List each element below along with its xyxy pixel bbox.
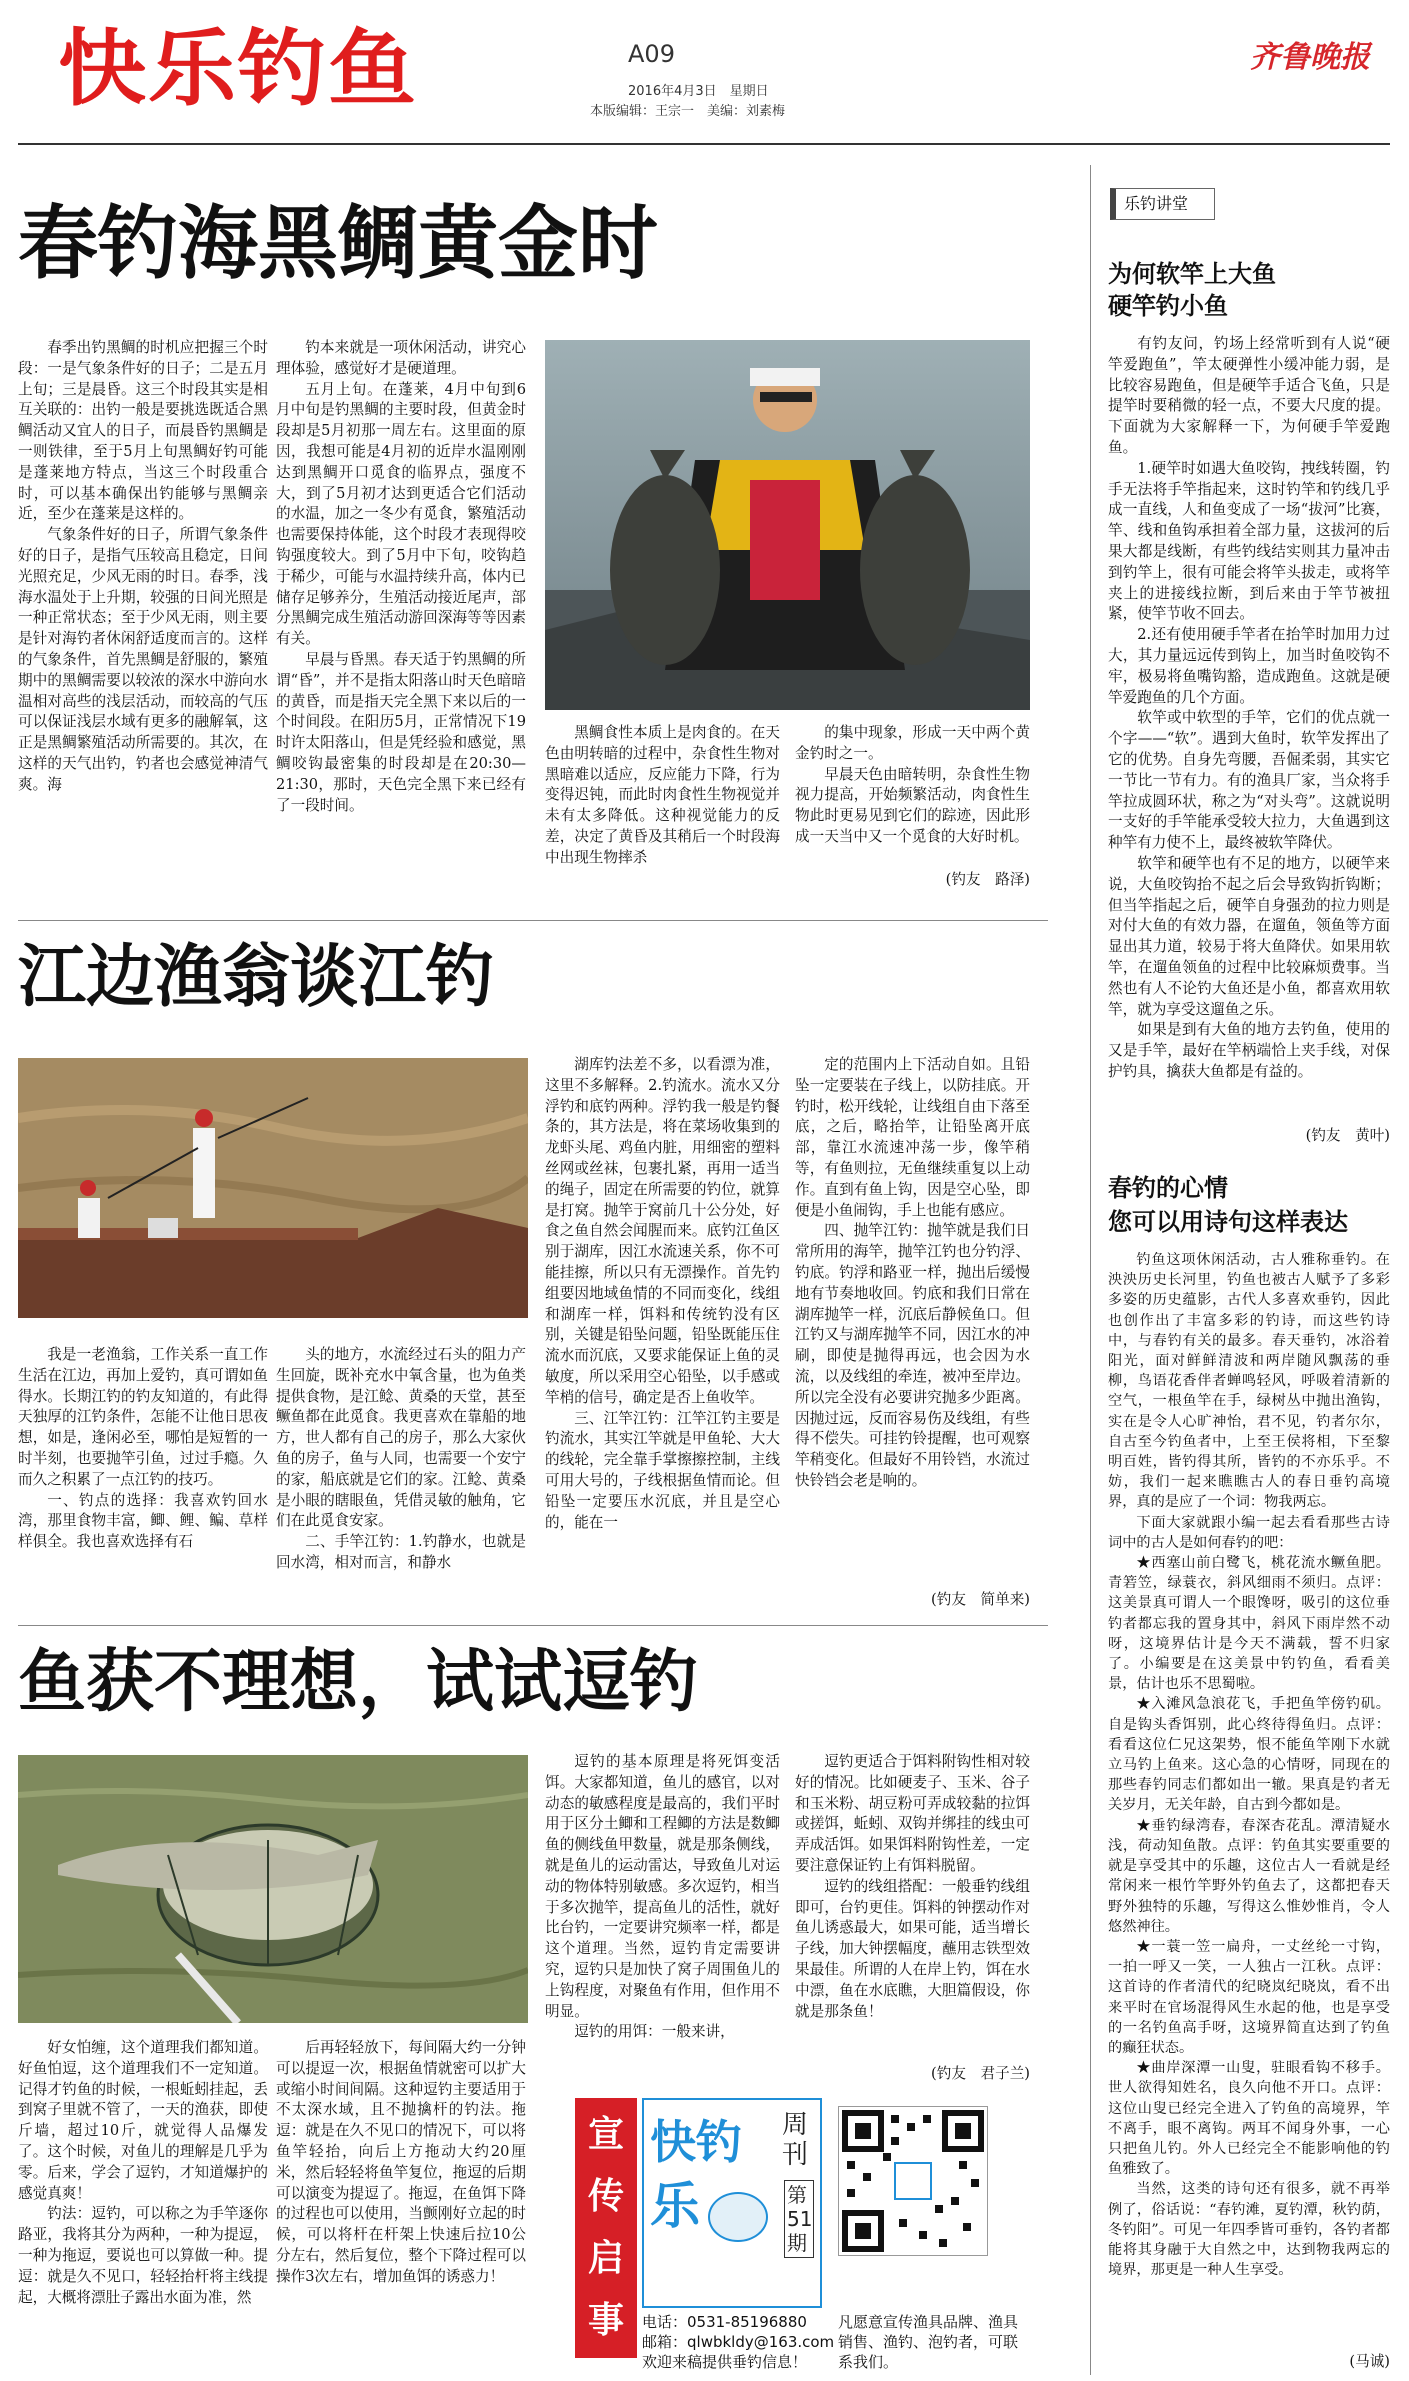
article2-col4 [795,1055,1030,1585]
logo-text-main: 快钓 [650,2115,742,2169]
article3-col1-p2: 钓法：逗钓，可以称之为手竿逐你路亚，我将其分为两种，一种为提逗，一种为拖逗，要说也可以算做一种。提逗：就是久不见口，轻轻抬杆将主线提起，大概将漂肚子露出水面为准，然 [18,2205,268,2306]
article1-col4 [795,723,1030,868]
ad-notice: 凡愿意宣传渔具品牌、渔具销售、渔钓、泡钓者，可联系我们。 [838,2313,1019,2371]
sidebar-s2-p6: ★一蓑一笠一扁舟，一丈丝纶一寸钩，一拍一呼又一笑，一人独占一江秋。点评：这首诗的作者清代的纪晓岚纪晓岚，看不出来平时在官场混得风生水起的他，也是享受的一名钓鱼高手呀，这境界简直达到了钓鱼的癫狂状态。 [1108,1938,1390,2056]
masthead-rule [18,143,1390,145]
article1-col3-p1: 黑鲷食性本质上是肉食的。在天色由明转暗的过程中，杂食性生物对黑暗难以适应，反应能力下降，行为变得迟钝，而此时肉食性生物视觉并未有太多降低。这种视觉能力的反差，决定了黄昏及其稍后一个时段海中出现生物摔杀 [545,724,780,866]
article3-col2-p1: 后再轻轻放下，每间隔大约一分钟可以提逗一次，根据鱼情就密可以扩大或缩小时间间隔。这种逗钓主要适用于不太深水域，且不抛擒杆的钓法。拖逗：就是在久不见口的情况下，可以将鱼竿轻抬，向后上方拖动大约20厘米，然后轻轻将鱼竿复位，拖逗的后期可以演变为提逗了。拖逗，在鱼饵下降的过程也可以使用，当颤刚好立起的时候，可以将杆在杆架上快速后拉10公分左右，然后复位，整个下降过程可以操作3次左右，增加鱼饵的诱惑力！ [276,2039,526,2285]
article3-col3-p1: 逗钓的基本原理是将死饵变活饵。大家都知道，鱼儿的感官，以对动态的敏感程度是最高的，我们平时用于区分土鲫和工程鲫的方法是数鲫鱼的侧线鱼甲数量，就是那条侧线，就是鱼儿的运动雷达，导致鱼儿对运动的物体特别敏感。多次逗钓，相当于多次抛竿，提高鱼儿的活性，就好比台钓，一定要讲究频率一样，都是这个道理。当然，逗钓肯定需要讲究，逗钓只是加快了窝子周围鱼儿的上钩程度，对聚鱼有作用，但作用不明显。 [545,1753,780,2020]
article2-col1 [18,1345,268,1615]
article2-col4-p2: 四、抛竿江钓：抛竿就是我们日常所用的海竿，抛竿江钓也分钓浮、钓底。钓浮和路亚一样，抛出后缓慢地有节奏地收回。钓底和我们日常在湖库抛竿一样，沉底后静候鱼口。但江钓又与湖库抛竿不同，因江水的冲刷，即使是抛得再远，也会因为水流，以及线组的牵连，被冲至岸边。所以完全没有必要讲究抛多少距离。因抛过远，反而容易伤及线组，有些得不偿失。可挂钓铃提醒，也可观察竿稍变化。但最好不用铃铛，水流过快铃铛会老是响的。 [795,1222,1030,1489]
issue-editors: 本版编辑：王宗一 美编：刘素梅 [590,104,786,119]
section-title: 快乐钓鱼 [58,19,419,118]
sidebar-s2-byline: (马诚) [1349,2353,1390,2370]
article3-col3 [545,1752,780,2082]
ad-email: 邮箱：qlwbkldy@163.com [642,2333,835,2351]
sidebar-s1-p2: 1.硬竿时如遇大鱼咬钩，拽线转圈，钓手无法将手竿指起来，这时钓竿和钓线几乎成一直线，人和鱼变成了一场“拔河”比赛，竿、线和鱼钩承担着全部力量，这拔河的后果大都是线断，有些钓线结实则其力量冲击到钓竿上，很有可能会将竿头拔走，或将竿夹上的进接线拉断，到后来由于竿节被扭紧，使竿节收不回去。 [1108,459,1390,623]
sidebar-s2-p1: 钓鱼这项休闲活动，古人雅称垂钓。在泱泱历史长河里，钓鱼也被古人赋予了多彩多姿的历史蕴影，古代人多喜欢垂钓，因此也创作出了丰富多彩的钓诗，而这些钓诗中，与春钓有关的最多。春天垂钓，冰浴着阳光，面对鲜鲜清波和两岸随风飘荡的垂柳，鸟语花香伴者蝉鸣轻风，呼吸着清新的空气，一根鱼竿在手，绿树丛中抛出渔钩，实在是令人心旷神怡，君不见，钓者尔尔，自古至今钓鱼者中，上至王侯将相，下至黎明百姓，皆钓得其所，皆钓的不亦乐乎。不妨，我们一起来瞧瞧古人的春日垂钓高境界，真的是应了一个词：物我两忘。 [1108,1252,1390,1511]
article1-col2-p3: 早晨与昏黑。春天适于钓黑鲷的所谓“昏”，并不是指太阳落山时天色暗暗的黄昏，而是指天完全黑下来以后的一个时间段。在阳历5月，正常情况下19时许太阳落山，但是凭经验和感觉，黑鲷咬钩最密集的时段却是在20:30—21:30，那时，天色完全黑下来已经有了一段时间。 [276,650,526,814]
sidebar-s1-byline: (钓友 黄叶) [1305,1127,1390,1144]
sidebar-s1-headline-2: 硬竿钓小鱼 [1108,292,1228,320]
article2-byline: (钓友 简单来) [931,1591,1030,1608]
article1-col1-p2: 气象条件好的日子，所谓气象条件好的日子，是指气压较高且稳定，日间光照充足，少风无雨的时日。春季，浅海水温处于上升期，较强的日间光照是一种正常状态；至于少风无雨，则主要是针对海钓者休闲舒适度而言的。这样的气象条件，首先黑鲷是舒服的，繁殖期中的黑鲷需要以较浓的深水中游向水温相对高些的浅层活动，而较高的气压可以保证浅层水域有更多的融解氧，这正是黑鲷繁殖活动所需要的。其次，在这样的天气出钓，钓者也会感觉神清气爽。海 [18,526,268,793]
angler-with-fish-photo [545,340,1030,710]
logo-text-le: 乐 [650,2177,700,2235]
article2-col1-p1: 我是一老渔翁，工作关系一直工作生活在江边，再加上爱钓，真可谓如鱼得水。长期江钓的钓友知道的，有此得天独厚的江钓条件，怎能不让他日思夜想，如是，逢闲必至，哪怕是短暂的一时半刻，也要抛竿引鱼，过过手瘾。久而久之积累了一点江钓的技巧。 [18,1346,268,1488]
ad-phone: 电话：0531-85196880 [642,2313,807,2331]
article1-col2-p2: 五月上旬。在蓬莱，4月中旬到6月中旬是钓黑鲷的主要时段，但黄金时段却是5月初那一周左右。这里面的原因，我想可能是4月初的近岸水温刚刚达到黑鲷开口觅食的临界点，强度不大，到了5月初才达到更适合它们活动的水温，加之一冬少有觅食，繁殖活动也需要保持体能，这个时段才表现得咬钩强度较大。到了5月中下旬，咬钩趋于稀少，可能与水温持续升高，体内已储存足够养分，生殖活动接近尾声，部分黑鲷完成生殖活动游回深海等等因素有关。 [276,380,526,648]
newspaper-name: 齐鲁晚报 [1250,40,1370,75]
article3-col4-p2: 逗钓的线组搭配：一般垂钓线组即可，台钓更佳。饵料的钟摆动作对鱼儿诱惑最大，如果可能，适当增长子线，加大钟摆幅度，蘸用志铁型效果最佳。所谓的人在岸上钓，饵在水中漂，鱼在水底瞧，大胆篇假设，你就是那条鱼！ [795,1877,1030,2020]
sidebar-s2-body [1108,1250,1390,2350]
issue-label: 第51期 [784,2180,814,2258]
weekly-logo [642,2098,822,2308]
sidebar-s2-headline-2: 您可以用诗句这样表达 [1108,1208,1348,1236]
sidebar-tag: 乐钓讲堂 [1110,188,1215,220]
ad-slogan-char: 启 [587,2238,624,2279]
article3-headline: 鱼获不理想，试试逗钓 [18,1642,699,1722]
sidebar-s1-p1: 有钓友问，钓场上经常听到有人说“硬竿爱跑鱼”，竿太硬弹性小缓冲能力弱，是比较容易跑鱼，但是硬竿手适合飞鱼，只是提竿时要稍微的轻一点，不要大尺度的提。下面就为大家解释一下，为何硬手竿爱跑鱼。 [1108,335,1390,456]
article1-col3 [545,723,780,893]
ad-welcome: 欢迎来稿提供垂钓信息！ [642,2353,808,2371]
sidebar-s2-p7: ★曲岸深潭一山叟，驻眼看钩不移手。世人欲得知姓名，良久向他不开口。点评：这位山叟已经完全进入了钓鱼的高境界，竿不离手，眼不离钩。两耳不闻身外事，一心只把鱼儿钓。外人已经完全不能影响他的钓鱼雅致了。 [1108,2060,1390,2178]
article3-col4 [795,1752,1030,2062]
ad-slogan-char: 宣 [587,2114,624,2155]
article1-col4-p2: 早晨天色由暗转明，杂食性生物视力提高，开始频繁活动，肉食性生物此时更易见到它们的踪迹，因此形成一天当中又一个觅食的大好时机。 [795,765,1030,845]
fish-logo-icon [708,2192,768,2242]
sidebar-s2-p2: 下面大家就跟小编一起去看看那些古诗词中的古人是如何春钓的吧： [1108,1514,1390,1551]
river-anglers-photo [18,1058,528,1318]
article2-col4-p1: 定的范围内上下活动自如。且铅坠一定要装在子线上，以防挂底。开钓时，松开线轮，让线组自由下落至底，之后，略抬竿，让铅坠离开底部，靠江水流速冲荡一步，像竿稍等，有鱼则拉，无鱼继续重复以上动作。直到有鱼上钩，因是空心坠，即便是小鱼闹钩，手上也能有感应。 [795,1056,1030,1219]
article2-headline: 江边渔翁谈江钓 [18,937,495,1017]
article2-col3 [545,1055,780,1615]
sidebar-s1-headline-1: 为何软竿上大鱼 [1108,260,1276,288]
article1-col1-p1: 春季出钓黑鲷的时机应把握三个时段：一是气象条件好的日子；二是五月上旬；三是晨昏。这三个时段其实是相互关联的：出钓一般是要挑选既适合黑鲷活动又宜人的日子，而晨昏钓黑鲷是一则铁律，至于5月上旬黑鲷好钓可能是蓬莱地方特点，当这三个时段重合时，可以基本确保出钓能够与黑鲷亲近，至少在蓬莱是这样的。 [18,339,268,523]
fish-in-net-photo [18,1755,528,2023]
article2-col3-p1: 湖库钓法差不多，以看漂为准，这里不多解释。2.钓流水。流水又分浮钓和底钓两种。浮钓我一般是钓餐条的，其方法是，将在菜场收集到的龙虾头尾、鸡鱼内脏，用细密的塑料丝网或丝袜，包裹扎紧，再用一适当的绳子，固定在所需要的钓位，就算是打窝。抛竿于窝前几十公分处，好食之鱼自然会闻腥而来。底钓江鱼区别于湖库，因江水流速关系，你不可能挂擦，所以只有无漂操作。首先钓组要因地域鱼情的不同而变化，线组和湖库一样，饵料和传统钓没有区别，关键是铅坠问题，铅坠既能压住流水而沉底，又要求能保证上鱼的灵敏度，所以采用空心铅坠，以手感或竿梢的信号，确定是否上鱼收竿。 [545,1056,780,1406]
ad-slogan-char: 事 [587,2300,624,2341]
article2-col2-p2: 二、手竿江钓：1.钓静水，也就是回水湾，相对而言，和静水 [276,1533,526,1571]
article2-col3-p2: 三、江竿江钓：江竿江钓主要是钓流水，其实江竿就是甲鱼轮、大大的线轮，完全靠手掌擦擦控制，主线可用大号的，子线根据鱼情而论。但铅坠一定要压水沉底，并且是空心的，能在一 [545,1409,780,1531]
article2-col1-p2: 一、钓点的选择：我喜欢钓回水湾，那里食物丰富，鲫、鲤、鳊、草样样俱全。我也喜欢选择有石 [18,1491,268,1551]
article-divider [18,920,1048,921]
sidebar-s1-p4: 软竿或中软型的手竿，它们的优点就一个字——“软”。遇到大鱼时，软竿发挥出了它的优势。自身先弯腰，吾倔柔弱，其实它一节比一节有力。有的渔具厂家，当众将手竿拉成圆环状，称之为“对头弯”。这就说明一支好的手竿能承受较大拉力，大鱼遇到这种竿有力使不上，最终被软竿降伏。 [1108,709,1390,852]
sidebar-s1-p6: 如果是到有大鱼的地方去钓鱼，使用的又是手竿，最好在竿柄端恰上夹手线，对保护钓具，擒获大鱼都是有益的。 [1108,1021,1390,1080]
weekly-label: 周刊 [782,2110,809,2170]
sidebar-s1-body [1108,334,1390,1124]
sidebar-s1-p5: 软竿和硬竿也有不足的地方，以硬竿来说，大鱼咬钩抬不起之后会导致钩折钩断；但当竿指起之后，硬竿自身强劲的拉力则是对付大鱼的有效力器，在遛鱼，领鱼等方面显出其力道，较易于将大鱼降伏。如果用软竿，在遛鱼领鱼的过程中比较麻烦费事。当然也有人不论钓大鱼还是小鱼，都喜欢用软竿，就为享受这遛鱼之乐。 [1108,854,1390,1018]
article1-col4-p1: 的集中现象，形成一天中两个黄金钓时之一。 [795,724,1030,762]
article3-col1-p1: 好女怕缠，这个道理我们都知道。好鱼怕逗，这个道理我们不一定知道。记得才钓鱼的时候，一根蚯蚓挂起，丢到窝子里就不管了，一天的渔获，即使斤墙，超过10斤，就觉得人品爆发了。这个时候，对鱼儿的理解是几乎为零。后来，学会了逗钓，才知道爆护的感觉真爽！ [18,2039,268,2202]
article-divider [18,1625,1048,1626]
article1-col2-p1: 钓本来就是一项休闲活动，讲究心理体验，感觉好才是硬道理。 [276,339,526,377]
article1-col1 [18,338,268,908]
sidebar-s1-p3: 2.还有使用硬手竿者在抬竿时加用力过大，其力量远远传到钩上，加当时鱼咬钩不牢，极易将鱼嘴钩豁，造成跑鱼。这就是硬竿爱跑鱼的几个方面。 [1108,626,1390,706]
sidebar-divider [1090,165,1091,2375]
article3-col3-p2: 逗钓的用饵：一般来讲， [574,2023,735,2041]
article3-col2 [276,2038,526,2363]
sidebar-s2-p5: ★垂钓绿湾春，春深杏花乱。潭清疑水浅，荷动知鱼散。点评：钓鱼其实要重要的就是享受其中的乐趣，这位古人一看就是经常闲来一根竹竿野外钓鱼去了，这都把春天野外独特的乐趣，写得这么惟妙惟肖，令人悠然神往。 [1108,1817,1390,1935]
article3-col1 [18,2038,268,2363]
page-number: A09 [628,40,675,68]
article1-byline: (钓友 路泽) [945,871,1030,888]
sidebar-s2-p3: ★西塞山前白鹭飞，桃花流水鳜鱼肥。青箬笠，绿蓑衣，斜风细雨不须归。点评：这美景真可谓人一个眼馋呀，吸引的这位垂钓者都忘我的置身其中，斜风下雨岸然不动呀，这境界估计是今天不满载，誓不归家了。小编要是在这美景中钓钓鱼，看看美景，估计也乐不思蜀啦。 [1108,1555,1390,1693]
article2-col2 [276,1345,526,1615]
article2-col2-p1: 头的地方，水流经过石头的阻力产生回旋，既补充水中氧含量，也为鱼类提供食物，是江鲶、黄桑的天堂，甚至鳜鱼都在此觅食。我更喜欢在靠船的地方，世人都有自己的房子，那么大家伙鱼的房子，鱼与人同，也需要一个安宁的家，船底就是它们的家。江鲶、黄桑是小眼的瞎眼鱼，凭借灵敏的触角，它们在此觅食安家。 [276,1346,526,1530]
article1-headline: 春钓海黑鲷黄金时 [18,196,658,290]
ad-slogan-char: 传 [587,2176,624,2217]
sidebar-s2-headline-1: 春钓的心情 [1108,1174,1228,1202]
article3-col4-p1: 逗钓更适合于饵料附钩性相对较好的情况。比如硬麦子、玉米、谷子和玉米粉、胡豆粉可弄成较黏的拉饵或搓饵，蚯蚓、双钩并绑挂的线虫可弄成活饵。如果饵料附钩性差，一定要注意保证钓上有饵料脱留。 [795,1753,1030,1874]
sidebar-s2-p8: 当然，这类的诗句还有很多，就不再举例了，俗话说：“春钓滩，夏钓潭，秋钓荫，冬钓阳”。可见一年四季皆可垂钓，各钓者都能将其身融于大自然之中，达到物我两忘的境界，那更是一种人生享受。 [1108,2181,1390,2279]
qr-code-icon [838,2106,988,2256]
ad-slogan [575,2098,637,2358]
article1-col2 [276,338,526,908]
issue-date: 2016年4月3日 星期日 [628,84,769,99]
article3-byline: (钓友 君子兰) [931,2065,1030,2082]
sidebar-s2-p4: ★入滩风急浪花飞，手把鱼竿傍钓矶。自是钩头香饵别，此心终待得鱼归。点评：看看这位仁兄这架势，恨不能鱼竿刚下水就立马钓上鱼来。这心急的心情呀，同现在的那些春钓同志们都如出一辙。果真是钓者无关岁月，无关年龄，自古到今都如是。 [1108,1696,1390,1814]
